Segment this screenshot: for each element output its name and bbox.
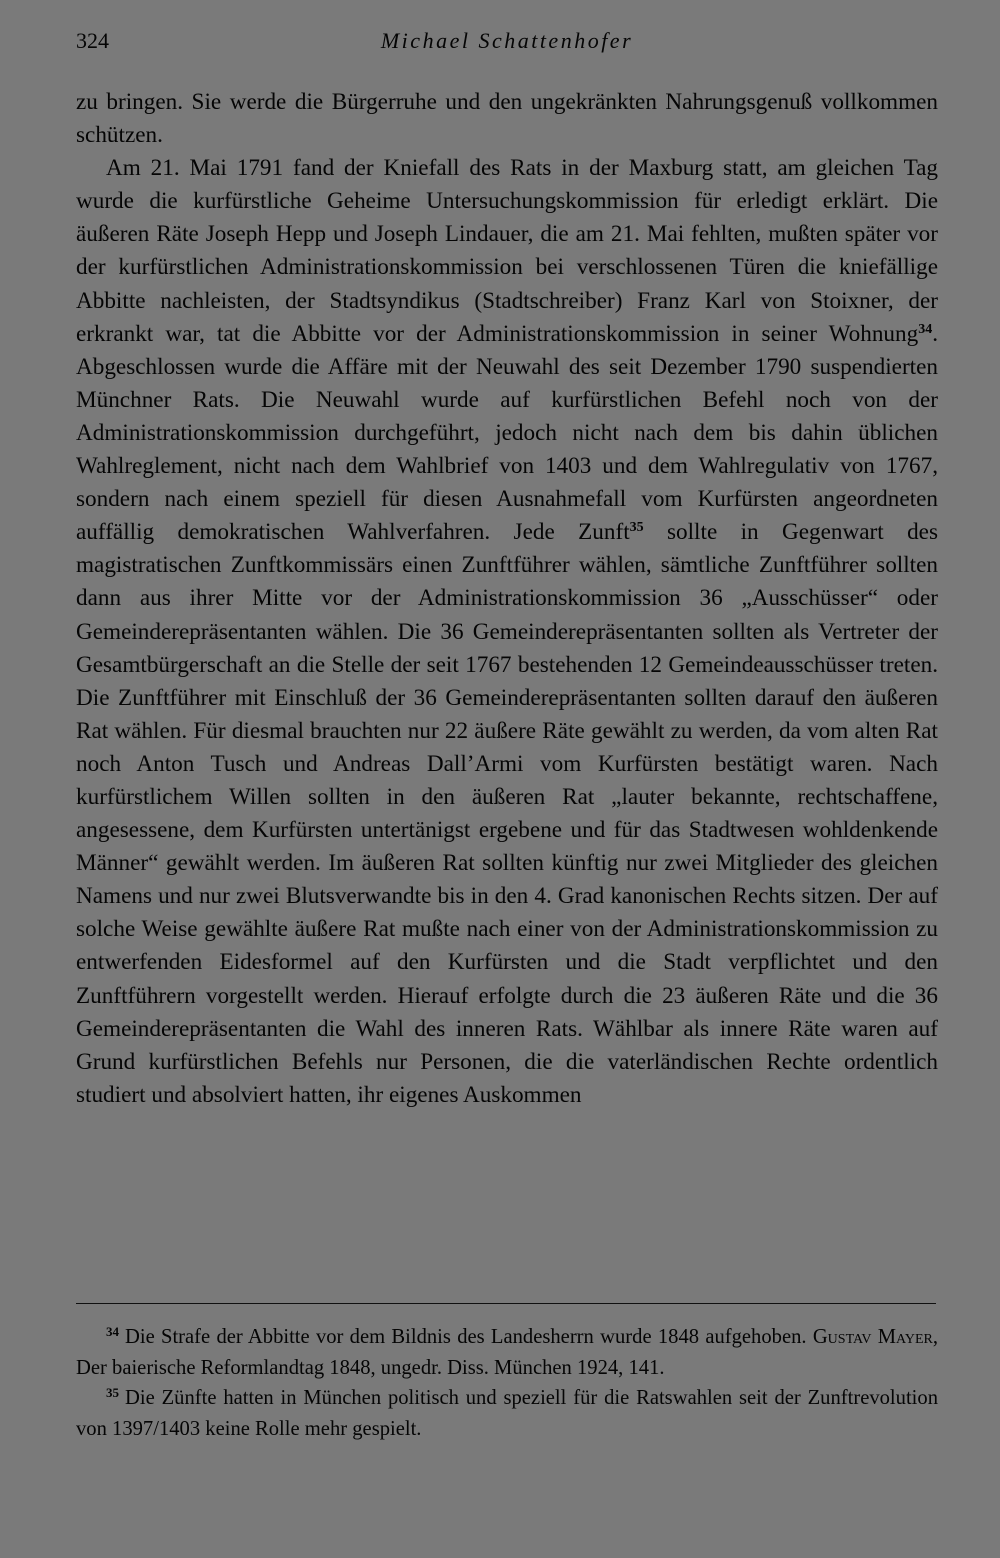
page-header bbox=[76, 28, 938, 68]
running-head: Michael Schattenhofer bbox=[380, 28, 634, 53]
paragraph-text: . Abgeschlossen wurde die Affäre mit der Neuwahl des seit Dezember 1790 suspendierten Münchner Rats. Die Neuwahl wurde auf kurfürstlichen Befehl noch von der Administrationskommission durchgeführt, jedoch nicht nach dem bis dahin üblichen Wahlreglement, nicht nach dem Wahlbrief von 1403 und dem Wahlregulativ von 1767, sondern nach einem speziell für diesen Ausnahmefall vom Kurfürsten angeordneten auffällig demokratischen Wahlverfahren. Jede Zunft bbox=[76, 320, 938, 546]
footnote-number: 34 bbox=[106, 1324, 119, 1339]
footnote-separator bbox=[76, 1303, 936, 1304]
page-number: 324 bbox=[76, 28, 109, 53]
footnote bbox=[76, 1322, 938, 1383]
footnote-author: Gustav Mayer bbox=[812, 1326, 933, 1348]
footnote-text: Die Strafe der Abbitte vor dem Bildnis des Landesherrn wurde 1848 aufgehoben. bbox=[125, 1326, 813, 1348]
paragraph-text: sollte in Gegenwart des magistratischen Zunftkommissärs einen Zunftführer wählen, sämtliche Zunftführer sollten dann aus ihrer Mitte vor der Administrationskommission 36 „Ausschüsser“ oder Gemeinderepräsentanten wählen. Die 36 Gemeinderepräsentanten sollten als Vertreter der Gesamtbürgerschaft an die Stelle der seit 1767 bestehenden 12 Gemeindeausschüsser treten. Die Zunftführer mit Einschluß der 36 Gemeinderepräsentanten sollten darauf den äußeren Rat wählen. Für diesmal brauchten nur 22 äußere Räte gewählt zu werden, da vom alten Rat noch Anton Tusch und Andreas Dall’Armi vom Kurfürsten bestätigt waren. Nach kurfürstlichem Willen sollten in den äußeren Rat „lauter bekannte, rechtschaffene, angesessene, dem Kurfürsten untertänigst ergebene und für das Stadtwesen wohldenkende Männer“ gewählt werden. Im äußeren Rat sollten künftig nur zwei Mitglieder des gleichen Namens und nur zwei Blutsverwandte bis in den 4. Grad kanonischen Rechts sitzen. Der auf solche Weise gewählte äußere Rat mußte nach einer von der Administrationskommission zu entwerfenden Eidesformel auf den Kurfürsten und die Stadt verpflichtet und den Zunftführern vorgestellt werden. Hierauf erfolgte durch die 23 äußeren Räte und die 36 Gemeinderepräsentanten die Wahl des inneren Rats. Wählbar als innere Räte waren auf Grund kurfürstlichen Befehls nur Personen, die die vaterländischen Rechte ordentlich studiert und absolviert hatten, ihr eigenes Auskommen bbox=[76, 519, 938, 1108]
body-text bbox=[76, 86, 938, 1112]
footnote-text: , Der baierische Reformlandtag 1848, ungedr. Diss. München 1924, 141. bbox=[76, 1326, 938, 1379]
paragraph-text: Am 21. Mai 1791 fand der Kniefall des Rats in der Maxburg statt, am gleichen Tag wurde die kurfürstliche Geheime Untersuchungskommission für erledigt erklärt. Die äußeren Räte Joseph Hepp und Joseph Lindauer, die am 21. Mai fehlten, mußten später vor der kurfürstlichen Administrationskommission bei verschlossenen Türen die kniefällige Abbitte nachleisten, der Stadtsyndikus (Stadtschreiber) Franz Karl von Stoixner, der erkrankt war, tat die Abbitte vor der Administrationskommission in seiner Wohnung bbox=[76, 155, 938, 347]
footnotes bbox=[76, 1322, 938, 1444]
paragraph bbox=[76, 152, 938, 1112]
footnote bbox=[76, 1383, 938, 1444]
footnote-number: 35 bbox=[106, 1385, 119, 1400]
footnote-reference[interactable]: 34 bbox=[918, 321, 933, 337]
footnote-reference[interactable]: 35 bbox=[629, 520, 644, 536]
paragraph: zu bringen. Sie werde die Bürgerruhe und den ungekränkten Nahrungsgenuß vollkommen schützen. bbox=[76, 89, 938, 149]
footnote-text: Die Zünfte hatten in München politisch und speziell für die Ratswahlen seit der Zunftrevolution von 1397/1403 keine Rolle mehr gespielt. bbox=[76, 1387, 938, 1440]
